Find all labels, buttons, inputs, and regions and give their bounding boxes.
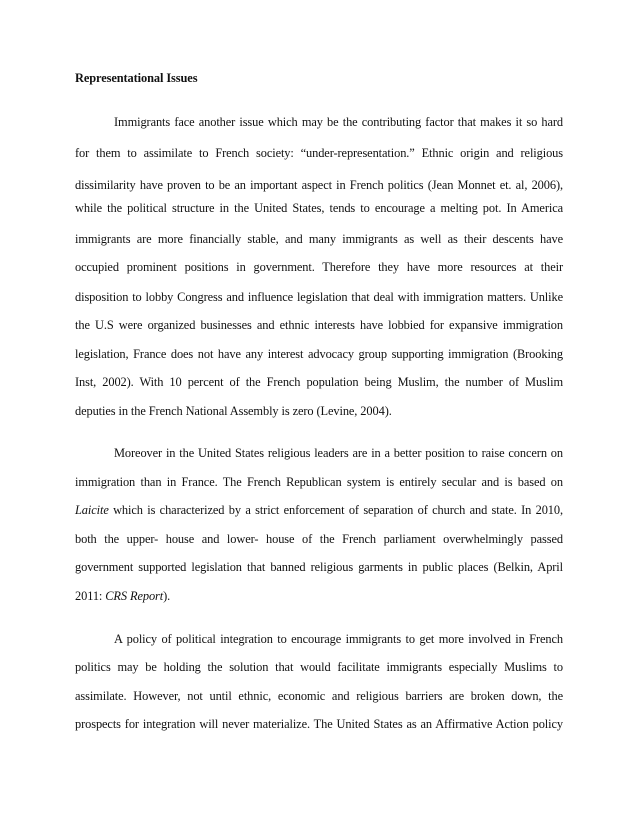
paragraph-1-line: disposition to lobby Congress and influence legislation that deal with immigration matters. Unlike [75,290,563,304]
paragraph-3-line: politics may be holding the solution that would facilitate immigrants especially Muslims to [75,660,563,674]
paragraph-3-line: prospects for integration will never materialize. The United States as an Affirmative Action policy [75,717,563,731]
paragraph-1-line: the U.S were organized businesses and ethnic interests have lobbied for expansive immigration [75,318,563,332]
paragraph-1-line: Inst, 2002). With 10 percent of the French population being Muslim, the number of Muslim [75,375,563,389]
paragraph-1-line: while the political structure in the United States, tends to encourage a melting pot. In America [75,201,563,215]
paragraph-1-line: immigrants are more financially stable, and many immigrants as well as their descents have [75,232,563,246]
paragraph-1-line: deputies in the French National Assembly is zero (Levine, 2004). [75,404,392,418]
paragraph-1-line: occupied prominent positions in government. Therefore they have more resources at their [75,260,563,274]
line-text: which is characterized by a strict enforcement of separation of church and state. In 2010, [108,503,563,517]
italic-citation: CRS Report [105,589,164,603]
paragraph-1-line: dissimilarity have proven to be an important aspect in French politics (Jean Monnet et. al, 2006), [75,178,563,192]
paragraph-1-line: Immigrants face another issue which may be the contributing factor that makes it so hard [114,115,563,129]
paragraph-2-line [75,502,563,518]
italic-term: Laicite [75,503,109,517]
paragraph-1-line: for them to assimilate to French society: “under-representation.” Ethnic origin and religious [75,146,563,160]
paragraph-2-line: Moreover in the United States religious leaders are in a better position to raise concern on [114,446,563,460]
paragraph-2-line [75,588,170,604]
paragraph-2-line: government supported legislation that banned religious garments in public places (Belkin, April [75,560,563,574]
line-text: ). [163,589,171,603]
paragraph-2-line: both the upper- house and lower- house of the French parliament overwhelmingly passed [75,532,563,546]
paragraph-2-line: immigration than in France. The French Republican system is entirely secular and is based on [75,475,563,489]
line-text: 2011: [75,589,106,603]
paragraph-1-line: legislation, France does not have any interest advocacy group supporting immigration (Brooking [75,347,563,361]
paragraph-3-line: assimilate. However, not until ethnic, economic and religious barriers are broken down, the [75,689,563,703]
paragraph-3-line: A policy of political integration to encourage immigrants to get more involved in French [114,632,563,646]
section-heading: Representational Issues [75,71,198,85]
